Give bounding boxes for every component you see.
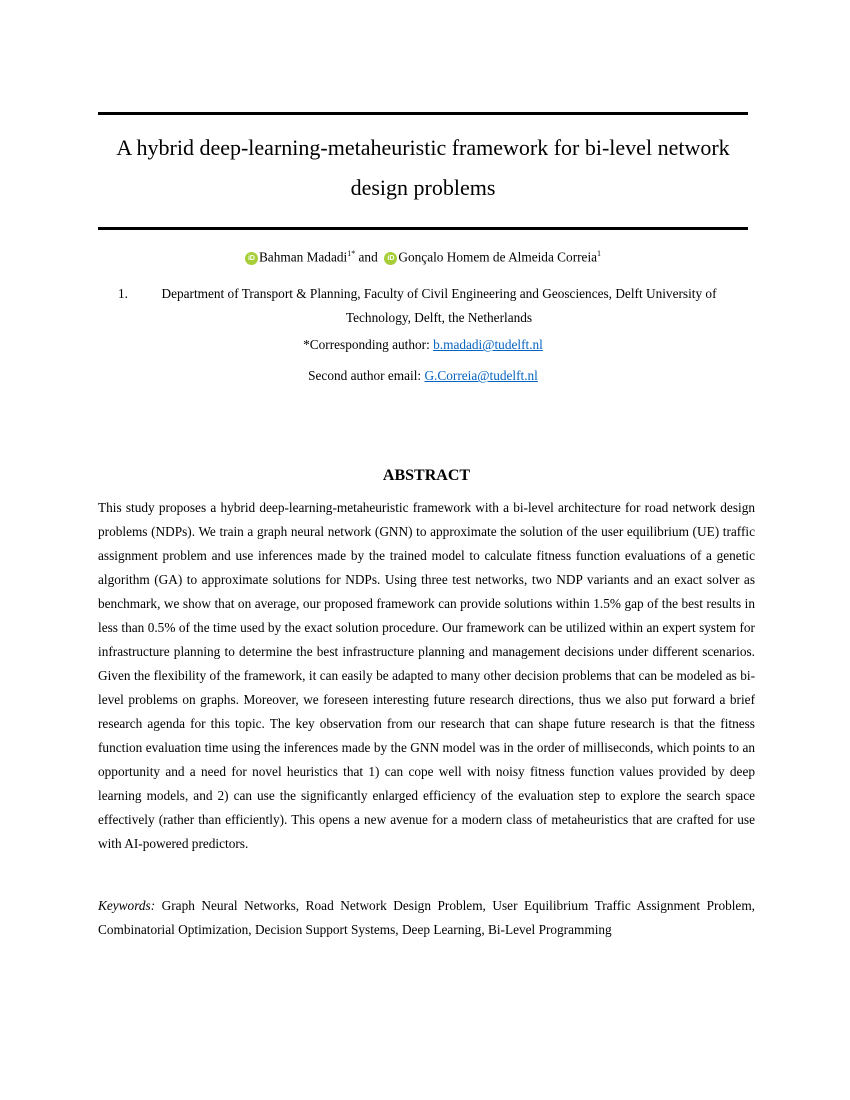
author-affiliation-mark: 1	[597, 249, 602, 258]
abstract-heading: ABSTRACT	[382, 467, 471, 484]
abstract-text: This study proposes a hybrid deep-learning-metaheuristic framework with a bi-level architecture for road network design problems (NDPs). We train a graph neural network (GNN) to approximate the solution of the user equilibrium (UE) traffic assignment problem and use inferences made by the trained model to calculate fitness function evaluations of a genetic algorithm (GA) to approximate solutions for NDPs. Using three test networks, two NDP variants and an exact solver as benchmark, we show that on average, our proposed framework can provide solutions within 1.5% gap of the best results in less than 0.5% of the time used by the exact solution procedure. Our framework can be utilized within an expert system for infrastructure planning to determine the best infrastructure planning and management decisions under different scenarios. Given the flexibility of the framework, it can easily be adapted to many other decision problems that can be modeled as bi-level problems on graphs. Moreover, we foreseen interesting future research directions, thus we also put forward a brief research agenda for this topic. The key observation from our research that can shape future research is that the fitness function evaluation time using the inferences made by the GNN model was in the order of milliseconds, which points to an opportunity and a need for novel heuristics that 1) can cope well with noisy fitness function values provided by deep learning models, and 2) can use the significantly enlarged efficiency of the evaluation step to explore the search space effectively (rather than efficiently). This opens a new avenue for a modern class of metaheuristics that are crafted for use with AI-powered predictors.	[98, 500, 755, 851]
author-name: Bahman Madadi	[258, 249, 348, 265]
author-name: Gonçalo Homem de Almeida Correia	[398, 249, 598, 265]
keywords-label: Keywords:	[98, 898, 156, 913]
corresponding-author	[98, 337, 748, 353]
orcid-icon[interactable]: iD	[384, 252, 397, 265]
title-bottom-rule	[98, 227, 748, 230]
paper-title: A hybrid deep-learning-metaheuristic framework for bi-level network design problems	[116, 135, 730, 200]
affiliation-number: 1.	[118, 286, 128, 301]
corresponding-label: *Corresponding author:	[303, 337, 430, 352]
keywords-text: Graph Neural Networks, Road Network Design Problem, User Equilibrium Traffic Assignment Problem, Combinatorial Optimization, Decision Support Systems, Deep Learning, Bi-Level Programming	[98, 898, 755, 937]
author-line	[98, 249, 748, 265]
keywords	[98, 894, 755, 942]
corresponding-email-link[interactable]: b.madadi@tudelft.nl	[433, 337, 543, 352]
second-email-label: Second author email:	[308, 368, 422, 383]
second-email-link[interactable]: G.Correia@tudelft.nl	[424, 368, 538, 383]
author-joiner: and	[358, 249, 378, 265]
second-author-email	[98, 368, 748, 384]
affiliation-text: Department of Transport & Planning, Faculty of Civil Engineering and Geosciences, Delft University of Technology, Delft, the Netherlands	[161, 286, 717, 325]
author-affiliation-mark: 1*	[347, 249, 356, 258]
title-top-rule	[98, 112, 748, 115]
affiliation	[118, 282, 732, 330]
orcid-icon[interactable]: iD	[245, 252, 258, 265]
